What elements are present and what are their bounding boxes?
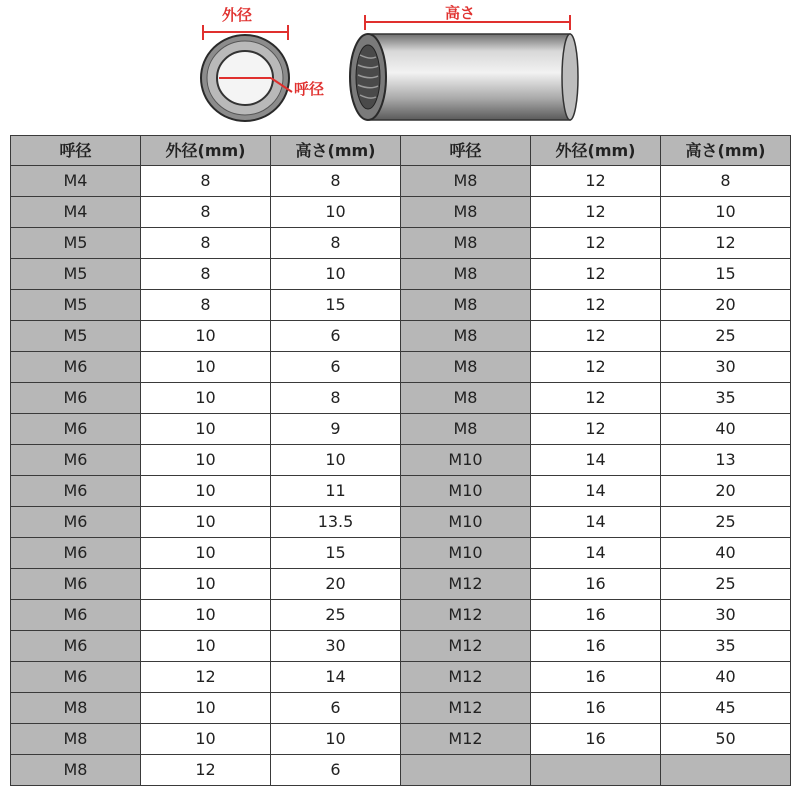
cell-outer-diameter: 12	[531, 414, 661, 445]
cell-nominal: M6	[11, 631, 141, 662]
cell-nominal: M8	[401, 228, 531, 259]
cell-height: 40	[661, 662, 791, 693]
cell-height	[661, 755, 791, 786]
cell-nominal: M6	[11, 383, 141, 414]
height-label: 高さ	[445, 4, 476, 22]
cell-outer-diameter: 16	[531, 600, 661, 631]
cell-nominal: M5	[11, 290, 141, 321]
cell-nominal: M12	[401, 662, 531, 693]
cell-outer-diameter: 16	[531, 631, 661, 662]
header-nominal: 呼径	[11, 136, 141, 166]
cell-height: 6	[271, 693, 401, 724]
cell-height: 10	[271, 197, 401, 228]
header-height: 高さ(mm)	[271, 136, 401, 166]
header-outer-diameter: 外径(mm)	[531, 136, 661, 166]
cell-outer-diameter: 16	[531, 693, 661, 724]
cell-height: 50	[661, 724, 791, 755]
cell-height: 9	[271, 414, 401, 445]
cell-height: 12	[661, 228, 791, 259]
table-body	[11, 166, 791, 786]
cell-outer-diameter: 12	[531, 321, 661, 352]
table-row	[11, 383, 791, 414]
table-row	[11, 197, 791, 228]
cell-outer-diameter: 14	[531, 445, 661, 476]
cell-nominal: M12	[401, 569, 531, 600]
cell-height: 20	[661, 290, 791, 321]
cell-outer-diameter: 16	[531, 724, 661, 755]
cell-outer-diameter: 10	[141, 569, 271, 600]
header-nominal: 呼径	[401, 136, 531, 166]
table-row	[11, 631, 791, 662]
cell-height: 11	[271, 476, 401, 507]
cell-nominal: M6	[11, 352, 141, 383]
cell-height: 10	[271, 445, 401, 476]
cell-nominal: M12	[401, 600, 531, 631]
cell-nominal: M8	[11, 693, 141, 724]
cell-outer-diameter: 14	[531, 476, 661, 507]
cell-outer-diameter: 8	[141, 290, 271, 321]
table-row	[11, 569, 791, 600]
cell-height: 20	[661, 476, 791, 507]
cell-nominal: M8	[11, 755, 141, 786]
cell-nominal: M10	[401, 445, 531, 476]
cell-nominal: M6	[11, 507, 141, 538]
table-row	[11, 693, 791, 724]
cell-outer-diameter: 10	[141, 693, 271, 724]
cell-nominal: M8	[401, 166, 531, 197]
cell-outer-diameter: 10	[141, 476, 271, 507]
cell-nominal: M12	[401, 693, 531, 724]
outer-diameter-label: 外径	[222, 6, 253, 24]
cell-outer-diameter: 12	[141, 662, 271, 693]
table-row	[11, 290, 791, 321]
cell-outer-diameter: 14	[531, 538, 661, 569]
product-diagram	[0, 0, 800, 135]
table-row	[11, 662, 791, 693]
cell-outer-diameter: 12	[531, 197, 661, 228]
cell-height: 14	[271, 662, 401, 693]
cell-height: 25	[661, 507, 791, 538]
cell-outer-diameter: 10	[141, 414, 271, 445]
cell-height: 8	[271, 166, 401, 197]
cell-height: 6	[271, 352, 401, 383]
table-row	[11, 445, 791, 476]
cell-outer-diameter: 12	[531, 259, 661, 290]
cell-outer-diameter: 10	[141, 600, 271, 631]
cell-outer-diameter: 10	[141, 631, 271, 662]
cell-nominal: M8	[401, 290, 531, 321]
table-row	[11, 538, 791, 569]
cell-nominal: M8	[401, 197, 531, 228]
cell-nominal: M5	[11, 259, 141, 290]
cell-outer-diameter: 14	[531, 507, 661, 538]
table-row	[11, 166, 791, 197]
cell-height: 35	[661, 383, 791, 414]
cell-outer-diameter: 12	[531, 352, 661, 383]
table-row	[11, 476, 791, 507]
cell-outer-diameter: 10	[141, 724, 271, 755]
cell-height: 8	[661, 166, 791, 197]
table-row	[11, 259, 791, 290]
cell-nominal: M12	[401, 724, 531, 755]
spec-table-container	[10, 135, 790, 790]
cell-nominal: M8	[401, 414, 531, 445]
cell-height: 10	[271, 724, 401, 755]
cell-nominal: M8	[401, 383, 531, 414]
header-height: 高さ(mm)	[661, 136, 791, 166]
cell-height: 40	[661, 414, 791, 445]
cell-height: 30	[661, 352, 791, 383]
cell-outer-diameter: 12	[531, 166, 661, 197]
cell-nominal: M8	[11, 724, 141, 755]
spec-table	[10, 135, 791, 786]
table-row	[11, 600, 791, 631]
cell-outer-diameter: 10	[141, 321, 271, 352]
cell-height: 10	[661, 197, 791, 228]
cell-height: 30	[271, 631, 401, 662]
table-row	[11, 414, 791, 445]
cell-nominal: M8	[401, 352, 531, 383]
cell-height: 13	[661, 445, 791, 476]
cell-outer-diameter: 8	[141, 197, 271, 228]
cell-height: 25	[661, 569, 791, 600]
cell-height: 25	[271, 600, 401, 631]
cell-outer-diameter: 8	[141, 166, 271, 197]
cell-nominal: M10	[401, 507, 531, 538]
cell-height: 8	[271, 228, 401, 259]
cell-height: 15	[661, 259, 791, 290]
cell-outer-diameter: 10	[141, 538, 271, 569]
table-row	[11, 321, 791, 352]
cell-height: 40	[661, 538, 791, 569]
cell-height: 15	[271, 290, 401, 321]
cell-height: 45	[661, 693, 791, 724]
cell-outer-diameter: 12	[531, 228, 661, 259]
cell-nominal: M5	[11, 228, 141, 259]
cell-height: 10	[271, 259, 401, 290]
cell-nominal: M6	[11, 538, 141, 569]
cell-nominal: M6	[11, 569, 141, 600]
table-row	[11, 352, 791, 383]
cell-outer-diameter: 12	[531, 383, 661, 414]
cell-outer-diameter: 16	[531, 662, 661, 693]
cell-nominal: M8	[401, 321, 531, 352]
cell-height: 13.5	[271, 507, 401, 538]
header-outer-diameter: 外径(mm)	[141, 136, 271, 166]
cell-nominal	[401, 755, 531, 786]
cell-nominal: M6	[11, 414, 141, 445]
cell-nominal: M4	[11, 197, 141, 228]
cell-outer-diameter: 16	[531, 569, 661, 600]
cell-nominal: M6	[11, 662, 141, 693]
cell-outer-diameter: 10	[141, 445, 271, 476]
cell-nominal: M6	[11, 476, 141, 507]
nut-illustration	[0, 0, 800, 135]
cell-outer-diameter: 8	[141, 228, 271, 259]
cell-height: 30	[661, 600, 791, 631]
cell-height: 25	[661, 321, 791, 352]
table-row	[11, 507, 791, 538]
cell-nominal: M8	[401, 259, 531, 290]
cell-nominal: M6	[11, 600, 141, 631]
cell-height: 6	[271, 321, 401, 352]
cell-outer-diameter: 10	[141, 352, 271, 383]
cell-height: 8	[271, 383, 401, 414]
cell-height: 6	[271, 755, 401, 786]
table-row	[11, 724, 791, 755]
cell-outer-diameter: 8	[141, 259, 271, 290]
cell-nominal: M6	[11, 445, 141, 476]
cell-outer-diameter: 12	[531, 290, 661, 321]
cell-nominal: M5	[11, 321, 141, 352]
cell-height: 15	[271, 538, 401, 569]
table-row	[11, 755, 791, 786]
cell-nominal: M4	[11, 166, 141, 197]
cell-nominal: M10	[401, 476, 531, 507]
cell-nominal: M10	[401, 538, 531, 569]
table-row	[11, 228, 791, 259]
cell-outer-diameter: 10	[141, 507, 271, 538]
cell-height: 35	[661, 631, 791, 662]
cell-outer-diameter: 10	[141, 383, 271, 414]
cell-outer-diameter	[531, 755, 661, 786]
cell-outer-diameter: 12	[141, 755, 271, 786]
table-header-row	[11, 136, 791, 166]
cell-height: 20	[271, 569, 401, 600]
nominal-diameter-label: 呼径	[294, 80, 325, 98]
cell-nominal: M12	[401, 631, 531, 662]
